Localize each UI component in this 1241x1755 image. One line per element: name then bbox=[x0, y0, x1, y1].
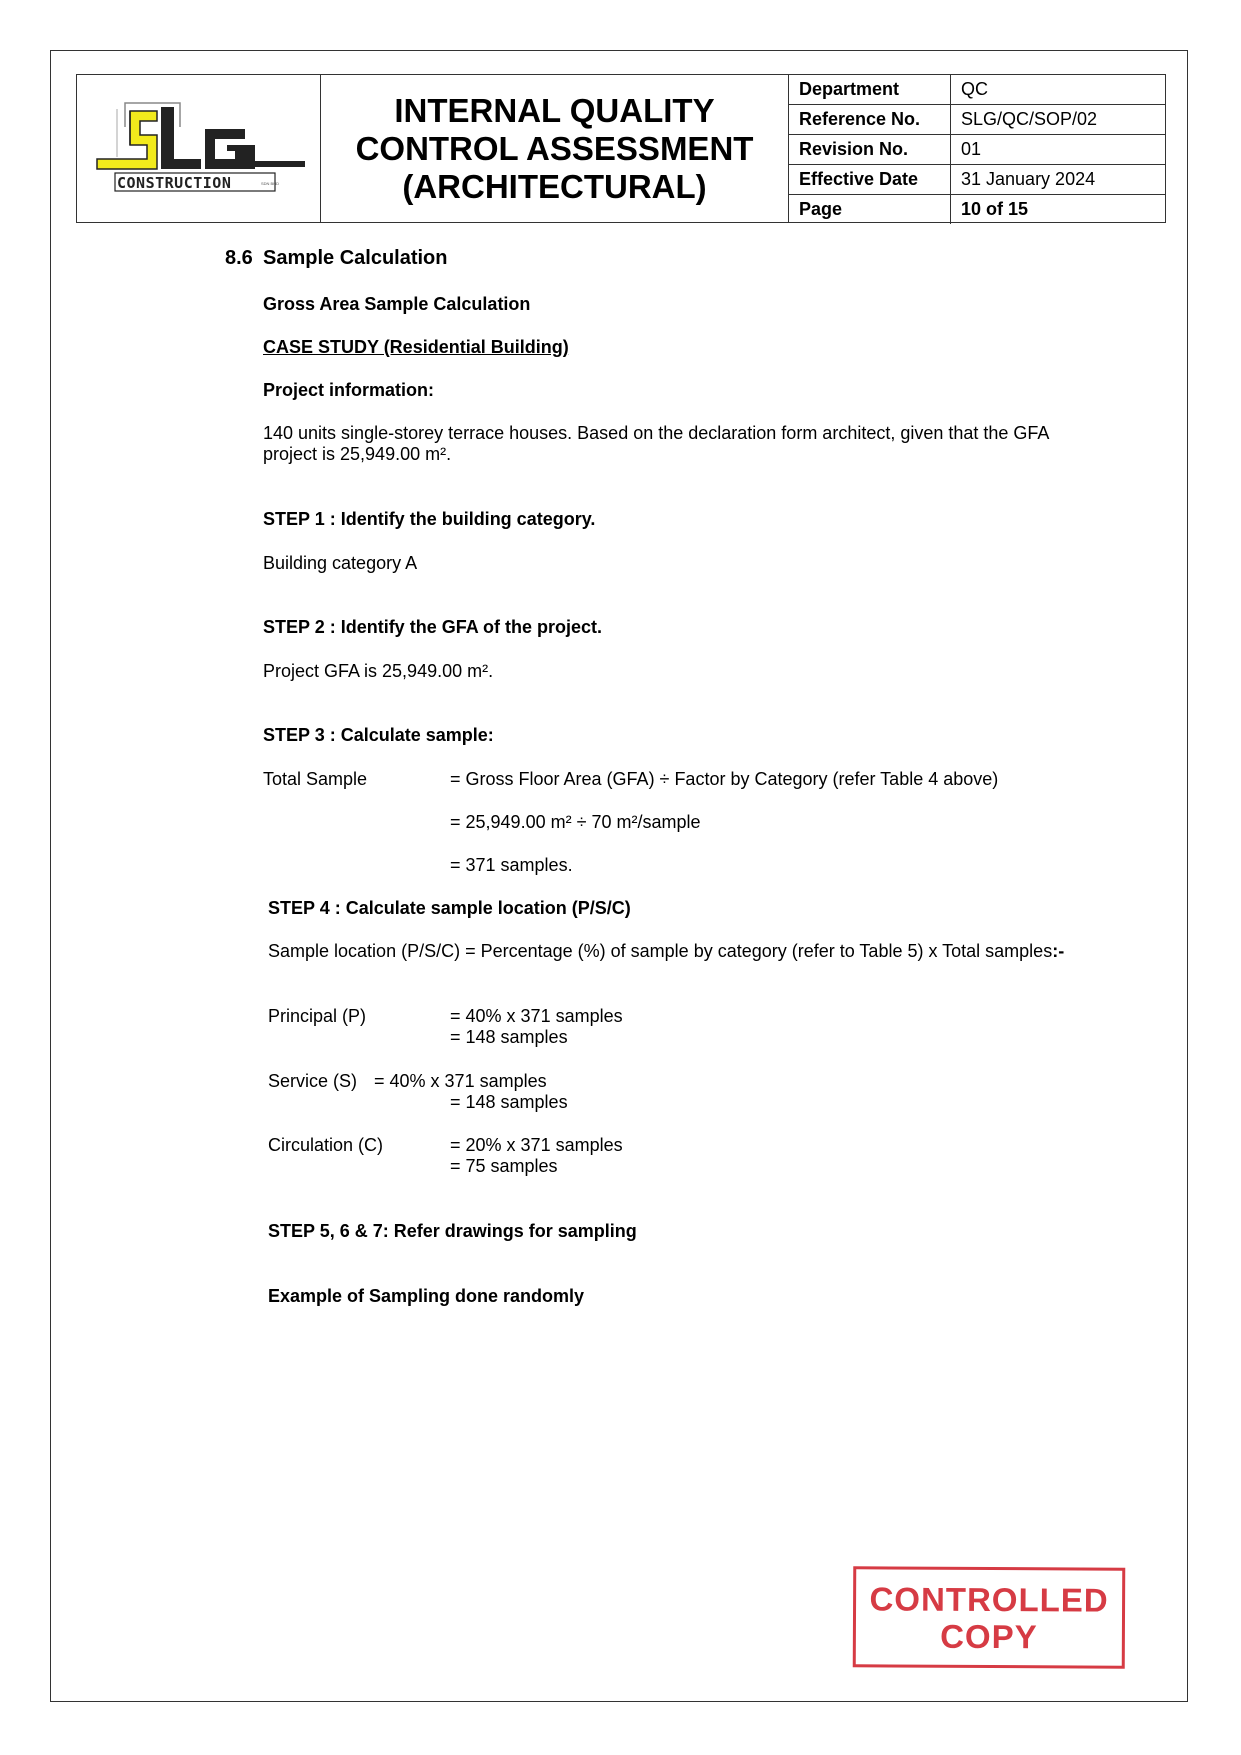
step4-intro-text: Sample location (P/S/C) = Percentage (%) of sample by category (refer to Table 5) x Total samples bbox=[268, 941, 1053, 961]
document-info-cell bbox=[789, 75, 1165, 222]
stamp-line-2: COPY bbox=[940, 1617, 1038, 1655]
circulation-line-2: = 75 samples bbox=[450, 1156, 558, 1176]
circulation-line-1: = 20% x 371 samples bbox=[450, 1135, 623, 1155]
subheading: Gross Area Sample Calculation bbox=[263, 294, 531, 314]
info-row-department bbox=[789, 75, 1165, 105]
service-label: Service (S) bbox=[268, 1071, 358, 1091]
logo-tag: SDN BHD bbox=[261, 181, 280, 186]
title-line-1: INTERNAL QUALITY bbox=[394, 91, 715, 129]
step2-heading: STEP 2 : Identify the GFA of the project. bbox=[263, 617, 603, 637]
info-label: Revision No. bbox=[789, 135, 951, 165]
step3-label: Total Sample bbox=[263, 769, 368, 789]
principal-line-2: = 148 samples bbox=[450, 1027, 568, 1047]
info-row-page bbox=[789, 195, 1165, 225]
section-number: 8.6 bbox=[225, 247, 253, 269]
stamp-line-1: CONTROLLED bbox=[869, 1579, 1109, 1619]
step3-line-1: = Gross Floor Area (GFA) ÷ Factor by Category (refer Table 4 above) bbox=[450, 769, 999, 789]
step3-line-2: = 25,949.00 m² ÷ 70 m²/sample bbox=[450, 812, 701, 832]
principal-label: Principal (P) bbox=[268, 1006, 367, 1026]
info-value: 01 bbox=[951, 135, 1166, 165]
info-label: Effective Date bbox=[789, 165, 951, 195]
logo-subtitle: CONSTRUCTION bbox=[117, 174, 232, 192]
page-border bbox=[50, 50, 1188, 1702]
title-line-2: CONTROL ASSESSMENT bbox=[355, 129, 754, 167]
case-study-heading: CASE STUDY (Residential Building) bbox=[263, 337, 569, 357]
step1-text: Building category A bbox=[263, 553, 418, 573]
info-label: Reference No. bbox=[789, 105, 951, 135]
project-info-heading: Project information: bbox=[263, 380, 435, 400]
title-cell bbox=[321, 75, 789, 222]
step4-heading: STEP 4 : Calculate sample location (P/S/C) bbox=[268, 898, 631, 918]
info-value: QC bbox=[951, 75, 1166, 105]
circulation-label: Circulation (C) bbox=[268, 1135, 384, 1155]
project-info-text: 140 units single-storey terrace houses. Based on the declaration form architect, given that the GFA project is 25,949.00 m². bbox=[263, 423, 1049, 464]
principal-line-1: = 40% x 371 samples bbox=[450, 1006, 623, 1026]
step3-line-3: = 371 samples. bbox=[450, 855, 573, 875]
document-title bbox=[356, 92, 754, 206]
step1-heading: STEP 1 : Identify the building category. bbox=[263, 509, 596, 529]
controlled-copy-stamp bbox=[853, 1566, 1126, 1668]
title-line-3: (ARCHITECTURAL) bbox=[402, 167, 707, 205]
info-value: SLG/QC/SOP/02 bbox=[951, 105, 1166, 135]
info-row-revision bbox=[789, 135, 1165, 165]
info-label: Department bbox=[789, 75, 951, 105]
step3-heading: STEP 3 : Calculate sample: bbox=[263, 725, 494, 745]
info-row-effective-date bbox=[789, 165, 1165, 195]
step4-intro bbox=[268, 941, 1092, 962]
info-value: 10 of 15 bbox=[951, 195, 1166, 225]
document-header bbox=[76, 74, 1166, 223]
service-line-2: = 148 samples bbox=[450, 1092, 568, 1112]
section-title: Sample Calculation bbox=[263, 247, 448, 269]
service-line-1: = 40% x 371 samples bbox=[374, 1071, 547, 1091]
info-value: 31 January 2024 bbox=[951, 165, 1166, 195]
document-info-table bbox=[789, 75, 1165, 224]
step567-heading: STEP 5, 6 & 7: Refer drawings for sampling bbox=[268, 1221, 637, 1241]
logo-cell bbox=[77, 75, 321, 222]
step4-intro-suffix: :- bbox=[1052, 941, 1065, 961]
info-row-reference bbox=[789, 105, 1165, 135]
example-heading: Example of Sampling done randomly bbox=[268, 1286, 585, 1306]
step2-text: Project GFA is 25,949.00 m². bbox=[263, 661, 494, 681]
info-label: Page bbox=[789, 195, 951, 225]
